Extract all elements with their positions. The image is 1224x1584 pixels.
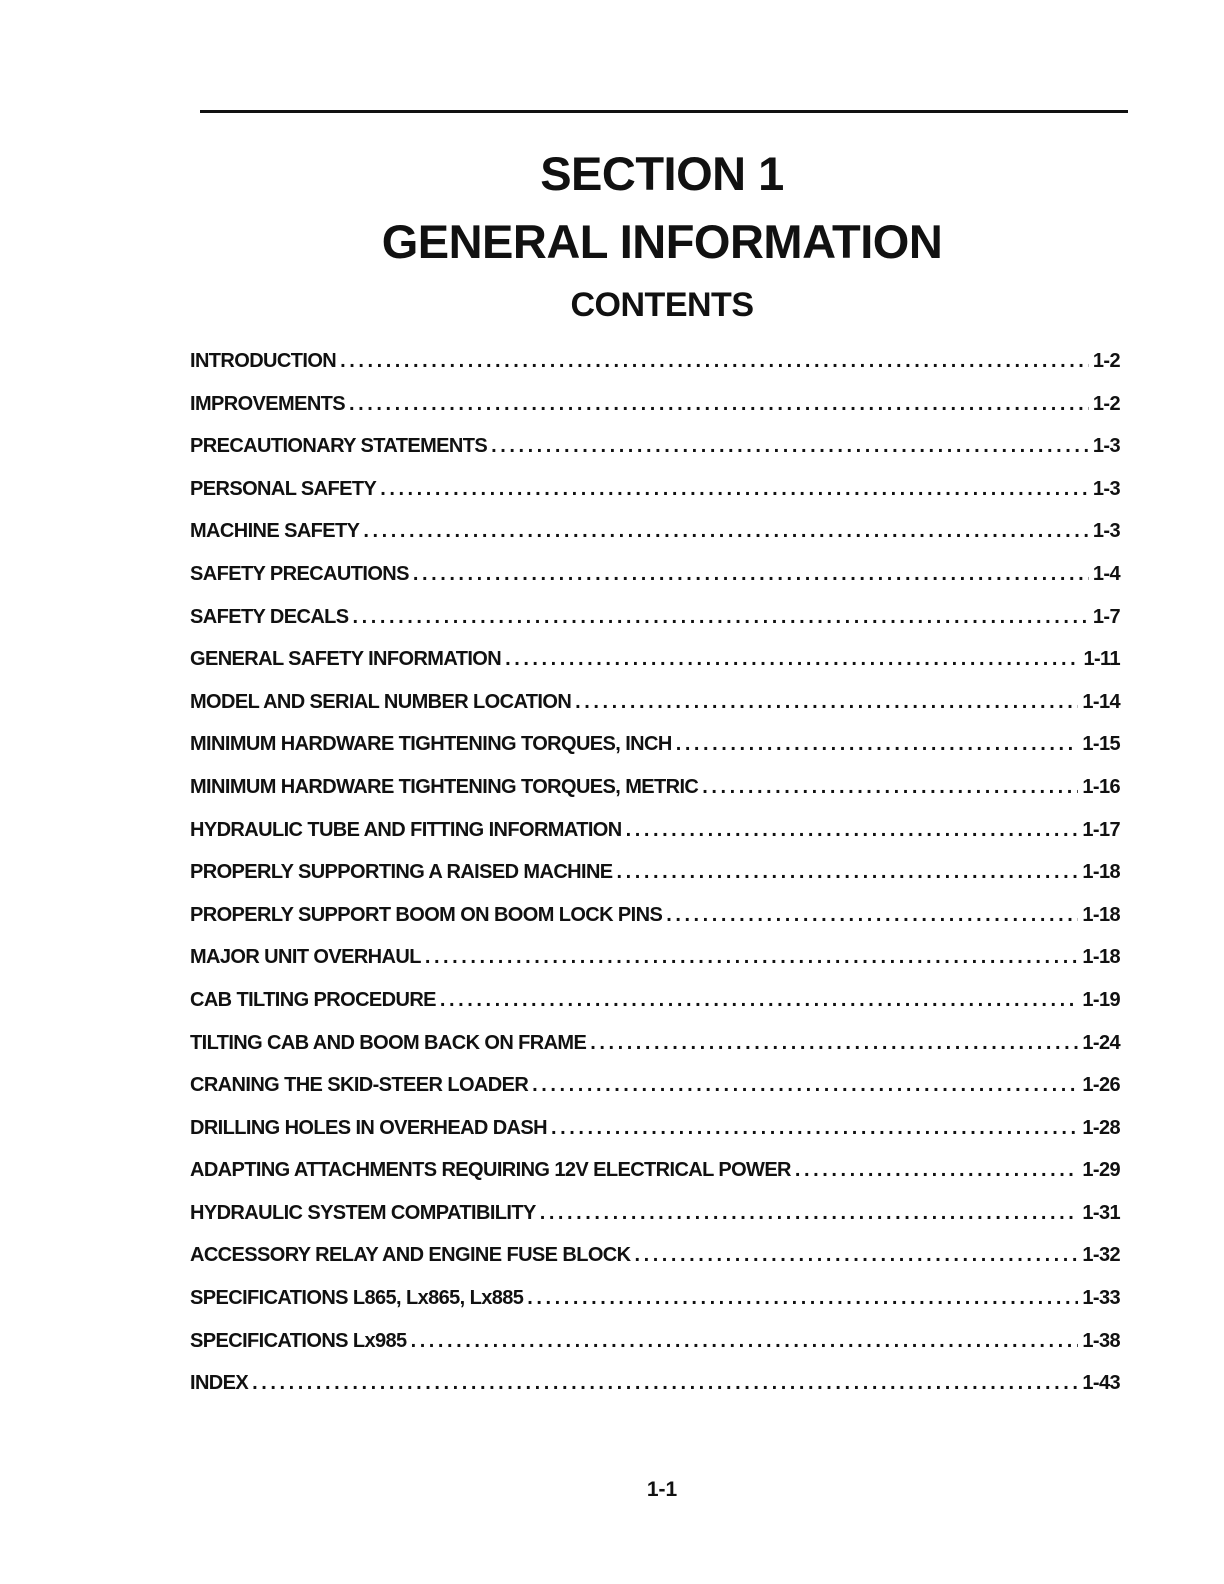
table-of-contents bbox=[190, 350, 1120, 1415]
toc-entry-title: SAFETY PRECAUTIONS bbox=[190, 562, 409, 585]
toc-entry-tilting-cab-boom-back[interactable] bbox=[190, 1032, 1120, 1075]
toc-entry-cab-tilting-procedure[interactable] bbox=[190, 989, 1120, 1032]
toc-entry-title: INTRODUCTION bbox=[190, 350, 337, 372]
toc-entry-page: 1-16 bbox=[1082, 775, 1120, 798]
toc-entry-improvements[interactable] bbox=[190, 393, 1120, 436]
toc-entry-title: HYDRAULIC SYSTEM COMPATIBILITY bbox=[190, 1201, 536, 1224]
dot-leader bbox=[676, 733, 1079, 756]
toc-entry-page: 1-7 bbox=[1092, 605, 1120, 628]
toc-entry-page: 1-38 bbox=[1082, 1329, 1120, 1352]
toc-entry-torques-metric[interactable] bbox=[190, 776, 1120, 819]
toc-entry-title: CAB TILTING PROCEDURE bbox=[190, 988, 436, 1011]
toc-entry-support-boom-lock-pins[interactable] bbox=[190, 904, 1120, 947]
toc-entry-title: DRILLING HOLES IN OVERHEAD DASH bbox=[190, 1116, 547, 1139]
page-number: 1-1 bbox=[646, 1478, 678, 1501]
toc-entry-major-unit-overhaul[interactable] bbox=[190, 946, 1120, 989]
toc-entry-page: 1-11 bbox=[1083, 648, 1120, 671]
toc-entry-title: MODEL AND SERIAL NUMBER LOCATION bbox=[190, 690, 572, 713]
dot-leader bbox=[349, 393, 1089, 416]
toc-entry-torques-inch[interactable] bbox=[190, 733, 1120, 776]
toc-entry-page: 1-4 bbox=[1092, 562, 1120, 585]
toc-entry-title: MINIMUM HARDWARE TIGHTENING TORQUES, METRIC bbox=[190, 775, 699, 798]
dot-leader bbox=[634, 1244, 1078, 1267]
dot-leader bbox=[440, 989, 1078, 1012]
dot-leader bbox=[527, 1287, 1078, 1310]
toc-entry-page: 1-19 bbox=[1082, 988, 1120, 1011]
toc-entry-page: 1-28 bbox=[1082, 1116, 1120, 1139]
toc-entry-page: 1-32 bbox=[1082, 1244, 1120, 1267]
toc-entry-craning-loader[interactable] bbox=[190, 1074, 1120, 1117]
toc-entry-title: CRANING THE SKID-STEER LOADER bbox=[190, 1074, 529, 1097]
toc-entry-title: PERSONAL SAFETY bbox=[190, 477, 377, 500]
dot-leader bbox=[363, 520, 1089, 543]
toc-entry-supporting-raised-machine[interactable] bbox=[190, 861, 1120, 904]
toc-entry-page: 1-15 bbox=[1082, 733, 1120, 756]
toc-entry-page: 1-26 bbox=[1082, 1074, 1120, 1097]
toc-entry-adapting-attachments-12v[interactable] bbox=[190, 1159, 1120, 1202]
toc-entry-page: 1-18 bbox=[1082, 903, 1120, 926]
toc-entry-page: 1-43 bbox=[1082, 1372, 1120, 1395]
toc-entry-page: 1-24 bbox=[1082, 1031, 1120, 1054]
toc-entry-title: SAFETY DECALS bbox=[190, 605, 349, 628]
toc-entry-safety-precautions[interactable] bbox=[190, 563, 1120, 606]
toc-entry-page: 1-2 bbox=[1092, 392, 1120, 415]
toc-entry-index[interactable] bbox=[190, 1372, 1120, 1415]
dot-leader bbox=[666, 904, 1078, 927]
dot-leader bbox=[425, 946, 1079, 969]
toc-entry-page: 1-18 bbox=[1082, 946, 1120, 969]
dot-leader bbox=[380, 478, 1089, 501]
dot-leader bbox=[411, 1330, 1079, 1353]
toc-entry-title: PROPERLY SUPPORTING A RAISED MACHINE bbox=[190, 861, 613, 884]
toc-entry-page: 1-29 bbox=[1082, 1159, 1120, 1182]
toc-entry-title: ACCESSORY RELAY AND ENGINE FUSE BLOCK bbox=[190, 1244, 631, 1267]
toc-entry-page: 1-3 bbox=[1092, 520, 1120, 543]
toc-entry-page: 1-18 bbox=[1082, 861, 1120, 884]
toc-entry-title: ADAPTING ATTACHMENTS REQUIRING 12V ELECTRICAL POWER bbox=[190, 1159, 791, 1182]
toc-entry-page: 1-2 bbox=[1092, 350, 1120, 372]
toc-entry-hydraulic-system-compatibility[interactable] bbox=[190, 1202, 1120, 1245]
toc-entry-title: TILTING CAB AND BOOM BACK ON FRAME bbox=[190, 1031, 587, 1054]
dot-leader bbox=[353, 606, 1089, 629]
toc-entry-title: GENERAL SAFETY INFORMATION bbox=[190, 648, 502, 671]
toc-entry-drilling-holes-dash[interactable] bbox=[190, 1117, 1120, 1160]
toc-entry-page: 1-31 bbox=[1082, 1201, 1120, 1224]
toc-entry-title: MACHINE SAFETY bbox=[190, 520, 360, 543]
toc-entry-specifications-l865[interactable] bbox=[190, 1287, 1120, 1330]
dot-leader bbox=[626, 819, 1079, 842]
toc-entry-machine-safety[interactable] bbox=[190, 520, 1120, 563]
toc-entry-general-safety-information[interactable] bbox=[190, 648, 1120, 691]
top-rule bbox=[200, 110, 1128, 113]
toc-entry-page: 1-3 bbox=[1092, 435, 1120, 458]
dot-leader bbox=[532, 1074, 1078, 1097]
dot-leader bbox=[413, 563, 1089, 586]
dot-leader bbox=[540, 1202, 1079, 1225]
toc-entry-title: SPECIFICATIONS L865, Lx865, Lx885 bbox=[190, 1287, 524, 1310]
toc-entry-accessory-relay-fuse-block[interactable] bbox=[190, 1244, 1120, 1287]
section-name: GENERAL INFORMATION bbox=[381, 215, 943, 268]
toc-entry-page: 1-3 bbox=[1092, 477, 1120, 500]
contents-heading: CONTENTS bbox=[570, 286, 754, 324]
toc-entry-title: PROPERLY SUPPORT BOOM ON BOOM LOCK PINS bbox=[190, 903, 663, 926]
toc-entry-title: MINIMUM HARDWARE TIGHTENING TORQUES, INCH bbox=[190, 733, 672, 756]
toc-entry-title: INDEX bbox=[190, 1372, 249, 1395]
toc-entry-hydraulic-tube-fitting[interactable] bbox=[190, 819, 1120, 862]
toc-entry-model-serial-number-location[interactable] bbox=[190, 691, 1120, 734]
toc-entry-page: 1-14 bbox=[1082, 690, 1120, 713]
toc-entry-safety-decals[interactable] bbox=[190, 606, 1120, 649]
toc-entry-introduction[interactable] bbox=[190, 350, 1120, 393]
dot-leader bbox=[551, 1117, 1078, 1140]
toc-entry-page: 1-33 bbox=[1082, 1287, 1120, 1310]
toc-entry-personal-safety[interactable] bbox=[190, 478, 1120, 521]
dot-leader bbox=[340, 350, 1089, 373]
toc-entry-title: IMPROVEMENTS bbox=[190, 392, 346, 415]
section-label: SECTION 1 bbox=[540, 147, 784, 200]
dot-leader bbox=[702, 776, 1078, 799]
dot-leader bbox=[491, 435, 1089, 458]
dot-leader bbox=[252, 1372, 1078, 1395]
toc-entry-title: MAJOR UNIT OVERHAUL bbox=[190, 946, 421, 969]
toc-entry-title: PRECAUTIONARY STATEMENTS bbox=[190, 435, 488, 458]
toc-entry-title: HYDRAULIC TUBE AND FITTING INFORMATION bbox=[190, 818, 622, 841]
toc-entry-title: SPECIFICATIONS Lx985 bbox=[190, 1329, 407, 1352]
toc-entry-specifications-lx985[interactable] bbox=[190, 1330, 1120, 1373]
dot-leader bbox=[795, 1159, 1078, 1182]
toc-entry-precautionary-statements[interactable] bbox=[190, 435, 1120, 478]
dot-leader bbox=[575, 691, 1078, 714]
dot-leader bbox=[590, 1032, 1078, 1055]
dot-leader bbox=[505, 648, 1079, 671]
dot-leader bbox=[617, 861, 1079, 884]
toc-entry-page: 1-17 bbox=[1082, 818, 1120, 841]
